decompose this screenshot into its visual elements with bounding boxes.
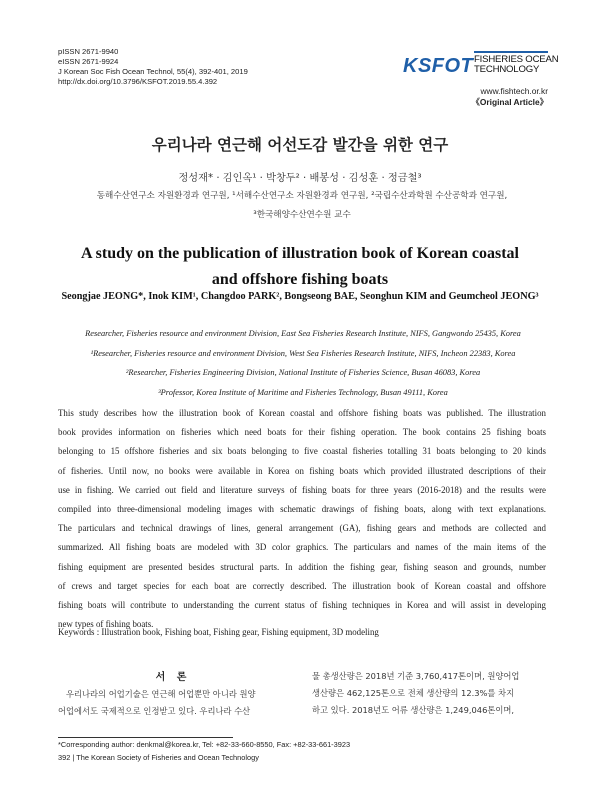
abstract — [58, 404, 546, 634]
abstract-line: new types of fishing boats. — [58, 619, 154, 630]
logo-line-1: FISHERIES OCEAN — [474, 54, 559, 65]
affiliation-en-line: ²Researcher, Fisheries Engineering Division, National Institute of Fisheries Science, Busan 46083, Korea — [125, 368, 481, 377]
abstract-line: of fisheries. Until now, no books were available in Korea on fishing boats which provided illustrated descriptions of their — [58, 465, 546, 476]
affiliations-english — [58, 324, 548, 402]
logo-text — [474, 55, 558, 75]
intro-line: 하고 있다. 2018년도 어류 생산량은 1,249,046톤이며, — [312, 705, 515, 715]
site-info — [420, 86, 548, 108]
abstract-line: The particulars and technical drawings of lines, general arrangement (GA), fishing gears and methods are collected and — [58, 523, 546, 534]
journal-metadata — [58, 47, 248, 87]
keywords: Keywords : Illustration book, Fishing boat, Fishing gear, Fishing equipment, 3D modeling — [58, 627, 379, 637]
correspondence-note: *Corresponding author: denkmal@korea.kr, Tel: +82-33-660-8550, Fax: +82-33-661-3923 — [58, 740, 351, 749]
authors-korean: 정성재* · 김인옥¹ · 박창두² · 배봉성 · 김성훈 · 정금철³ — [178, 173, 422, 184]
intro-column-left — [58, 686, 288, 720]
abstract-line: compiled into three-dimensional modeling images with schematic drawings of fishing boats, along with text explanations. — [58, 503, 546, 514]
abstract-line: use in fishing. We carried out field and literature surveys of fishing boats for three years (2016-2018) and the results were — [58, 484, 546, 495]
article-type: 《Original Article》 — [471, 97, 548, 107]
affiliation-en-line: ¹Researcher, Fisheries resource and environment Division, West Sea Fisheries Research Institute, NIFS, Incheon 22383, Korea — [90, 348, 516, 358]
intro-line: 물 총생산량은 2018년 기준 3,760,417톤이며, 원양어업 — [312, 671, 520, 681]
logo-bar — [474, 51, 548, 53]
title-korean: 우리나라 연근해 어선도감 발간을 위한 연구 — [151, 136, 449, 154]
intro-column-right — [312, 668, 548, 719]
logo-line-2: TECHNOLOGY — [474, 64, 540, 75]
abstract-line: summarized. All fishing boats are modeled with 3D color graphics. The particulars and names of the main items of the — [58, 542, 546, 553]
affiliation-ko-line: ³한국해양수산연수원 교수 — [253, 210, 351, 220]
page-footer: 392 | The Korean Society of Fisheries and Ocean Technology — [58, 753, 259, 762]
section-heading: 서 론 — [155, 672, 191, 683]
abstract-line: belonging to 15 offshore fisheries and six boats belonging to five coastal fisheries totalling 31 boats belonging to 20 kinds — [58, 446, 546, 457]
footnote-rule — [58, 737, 233, 738]
website-link[interactable]: www.fishtech.or.kr — [480, 86, 548, 96]
affiliation-en-line: Researcher, Fisheries resource and environment Division, East Sea Fisheries Research Institute, NIFS, Gangwondo 25435, Korea — [85, 329, 521, 338]
citation: J Korean Soc Fish Ocean Technol, 55(4), 392-401, 2019 — [58, 67, 248, 76]
pissn: pISSN 2671-9940 — [58, 47, 119, 56]
doi-link[interactable]: http://dx.doi.org/10.3796/KSFOT.2019.55.4.392 — [58, 77, 218, 86]
affiliation-en-line: ³Professor, Korea Institute of Maritime and Fisheries Technology, Busan 49111, Korea — [158, 387, 448, 397]
authors-english: Seongjae JEONG*, Inok KIM¹, Changdoo PARK², Bongseong BAE, Seonghun KIM and Geumcheol JEONG³ — [61, 291, 539, 302]
logo-mark: KSFOT — [403, 55, 474, 77]
journal-logo — [403, 50, 559, 82]
eissn: eISSN 2671-9924 — [58, 57, 119, 66]
intro-line: 생산량은 462,125톤으로 전체 생산량의 12.3%를 차지 — [312, 688, 515, 698]
title-english: A study on the publication of illustration book of Korean coastal and offshore fishing boats — [81, 245, 519, 288]
intro-line: 우리나라의 어업기술은 연근해 어업뿐만 아니라 원양 — [66, 689, 256, 699]
abstract-line: of crews and target species for each boat are correctly described. The illustration book of Korean coastal and offshore — [58, 580, 546, 591]
abstract-line: This study describes how the illustration book of Korean coastal and offshore fishing boats was published. The illustration — [58, 408, 546, 418]
abstract-line: fishing equipment are presented besides structural parts. In addition the fishing gear, fishing season and grounds, number — [58, 561, 546, 572]
abstract-line: fishing boats will contribute to understanding the current status of fishing techniques in Korea and will assist in developing — [58, 599, 546, 610]
abstract-line: book provides information on fisheries which need boats for their fishing operation. The book contains 25 fishing boats — [58, 427, 546, 438]
intro-line: 어업에서도 국제적으로 인정받고 있다. 우리나라 수산 — [58, 706, 251, 716]
affiliation-ko-line: 동해수산연구소 자원환경과 연구원, ¹서해수산연구소 자원환경과 연구원, ²국립수산과학원 수산공학과 연구원, — [96, 191, 508, 201]
affiliations-korean — [62, 187, 542, 225]
